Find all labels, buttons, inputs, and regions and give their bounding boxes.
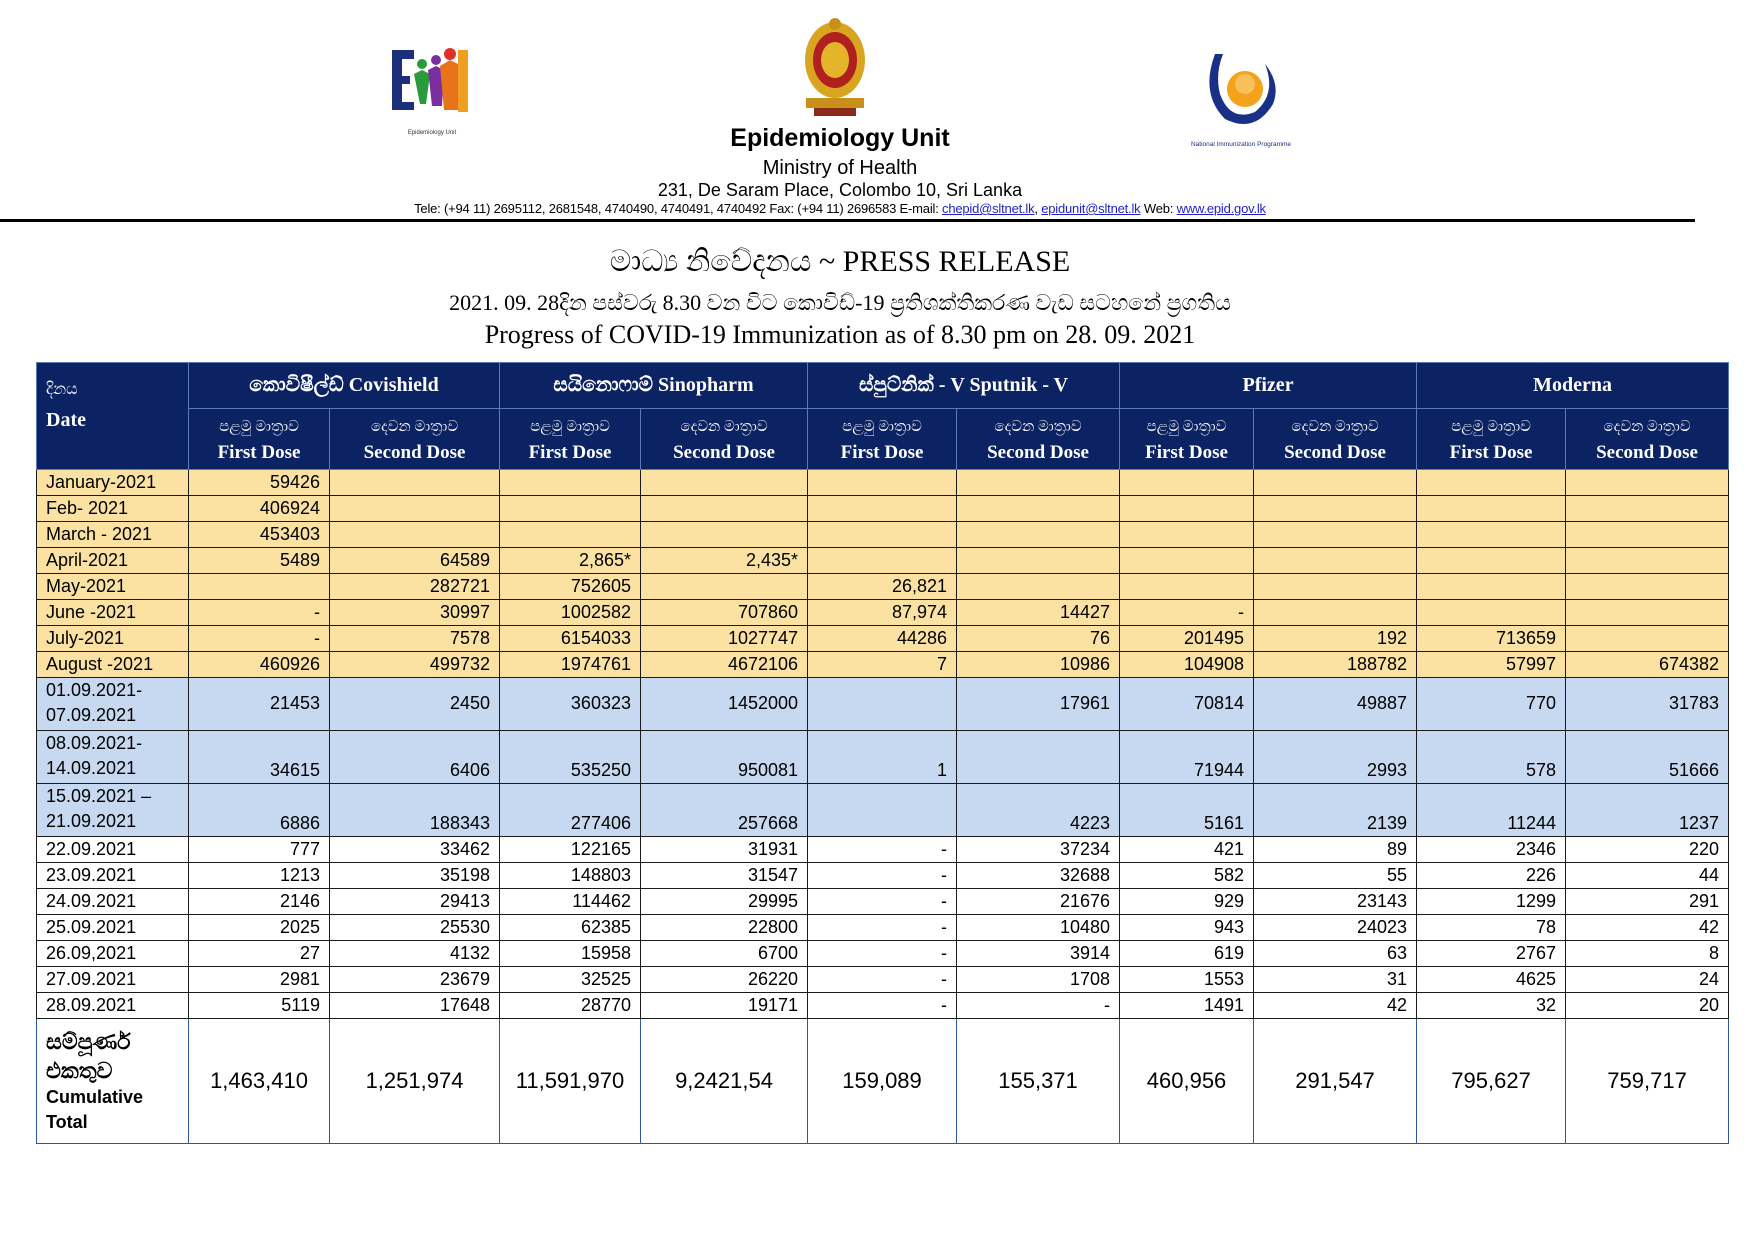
table-cell: 3914 bbox=[957, 941, 1120, 967]
table-cell: 28770 bbox=[500, 993, 641, 1019]
first-dose-label-en: First Dose bbox=[1145, 442, 1228, 463]
row-label: 27.09.2021 bbox=[37, 967, 189, 993]
table-cell: 291,547 bbox=[1254, 1019, 1417, 1144]
table-cell: 37234 bbox=[957, 837, 1120, 863]
table-cell: 24 bbox=[1566, 967, 1729, 993]
table-cell: 32688 bbox=[957, 863, 1120, 889]
table-cell: 26220 bbox=[641, 967, 808, 993]
table-row-total bbox=[37, 1019, 1729, 1144]
table-cell: 62385 bbox=[500, 915, 641, 941]
table-cell: 1002582 bbox=[500, 600, 641, 626]
table-cell: 929 bbox=[1120, 889, 1254, 915]
first-dose-header bbox=[1417, 409, 1566, 470]
table-cell: - bbox=[808, 863, 957, 889]
table-cell bbox=[500, 496, 641, 522]
vaccine-header-sputnik: ස්පුට්නික් - V Sputnik - V bbox=[808, 363, 1120, 409]
table-cell: 2025 bbox=[189, 915, 330, 941]
table-cell: 17648 bbox=[330, 993, 500, 1019]
first-dose-label-en: First Dose bbox=[217, 442, 301, 463]
table-cell bbox=[808, 678, 957, 731]
first-dose-label-si: පළමු මාත්‍රාව bbox=[219, 419, 299, 435]
table-cell: 499732 bbox=[330, 652, 500, 678]
table-cell bbox=[641, 522, 808, 548]
table-cell bbox=[500, 470, 641, 496]
row-label: January-2021 bbox=[37, 470, 189, 496]
row-label-start: 01.09.2021- bbox=[46, 680, 143, 700]
table-cell: - bbox=[808, 993, 957, 1019]
table-cell: 619 bbox=[1120, 941, 1254, 967]
table-cell: 1,463,410 bbox=[189, 1019, 330, 1144]
table-cell: 950081 bbox=[641, 731, 808, 784]
table-cell bbox=[1254, 600, 1417, 626]
table-row-day bbox=[37, 863, 1729, 889]
table-cell bbox=[330, 496, 500, 522]
table-cell: - bbox=[808, 967, 957, 993]
web-link[interactable]: www.epid.gov.lk bbox=[1176, 201, 1266, 216]
table-cell: 2,435* bbox=[641, 548, 808, 574]
table-cell: 188782 bbox=[1254, 652, 1417, 678]
table-cell: - bbox=[808, 837, 957, 863]
table-cell: 188343 bbox=[330, 784, 500, 837]
table-cell bbox=[1254, 522, 1417, 548]
table-cell: 35198 bbox=[330, 863, 500, 889]
org-name: Epidemiology Unit bbox=[730, 124, 950, 152]
first-dose-label-en: First Dose bbox=[1449, 442, 1533, 463]
table-cell bbox=[808, 470, 957, 496]
header-divider bbox=[0, 219, 1695, 222]
row-label-start: 15.09.2021 – bbox=[46, 786, 152, 806]
table-cell bbox=[1566, 496, 1729, 522]
row-label bbox=[37, 678, 189, 731]
second-dose-label-en: Second Dose bbox=[987, 442, 1089, 463]
table-cell: 30997 bbox=[330, 600, 500, 626]
table-row-day bbox=[37, 915, 1729, 941]
table-cell bbox=[1254, 496, 1417, 522]
table-row-week bbox=[37, 678, 1729, 731]
first-dose-label-si: පළමු මාත්‍රාව bbox=[1146, 419, 1227, 435]
sri-lanka-emblem-icon bbox=[800, 14, 870, 120]
table-cell: 32 bbox=[1417, 993, 1566, 1019]
table-cell: 25530 bbox=[330, 915, 500, 941]
table-cell bbox=[1417, 600, 1566, 626]
table-cell: - bbox=[189, 626, 330, 652]
table-cell bbox=[957, 548, 1120, 574]
table-cell: 582 bbox=[1120, 863, 1254, 889]
table-cell: 148803 bbox=[500, 863, 641, 889]
row-label: 28.09.2021 bbox=[37, 993, 189, 1019]
row-label: June -2021 bbox=[37, 600, 189, 626]
table-cell: 10986 bbox=[957, 652, 1120, 678]
table-cell: 29413 bbox=[330, 889, 500, 915]
table-cell: 15958 bbox=[500, 941, 641, 967]
table-cell: 34615 bbox=[189, 731, 330, 784]
table-cell: 42 bbox=[1566, 915, 1729, 941]
table-row-day bbox=[37, 941, 1729, 967]
first-dose-label-si: පළමු මාත්‍රාව bbox=[530, 419, 610, 435]
table-cell: 421 bbox=[1120, 837, 1254, 863]
table-cell: 8 bbox=[1566, 941, 1729, 967]
table-cell bbox=[1417, 496, 1566, 522]
table-cell: - bbox=[957, 993, 1120, 1019]
table-cell: 44 bbox=[1566, 863, 1729, 889]
table-cell bbox=[500, 522, 641, 548]
table-row-day bbox=[37, 993, 1729, 1019]
row-label-end: 14.09.2021 bbox=[46, 758, 137, 778]
table-cell: 2767 bbox=[1417, 941, 1566, 967]
table-cell: 24023 bbox=[1254, 915, 1417, 941]
ministry-name: Ministry of Health bbox=[762, 157, 918, 179]
table-cell: 1 bbox=[808, 731, 957, 784]
table-cell: 159,089 bbox=[808, 1019, 957, 1144]
table-cell: 31783 bbox=[1566, 678, 1729, 731]
table-cell: 220 bbox=[1566, 837, 1729, 863]
table-cell: 1027747 bbox=[641, 626, 808, 652]
table-cell: 32525 bbox=[500, 967, 641, 993]
table-cell: 201495 bbox=[1120, 626, 1254, 652]
table-cell: 31931 bbox=[641, 837, 808, 863]
vaccine-header-pfizer: Pfizer bbox=[1120, 363, 1417, 409]
table-cell: 291 bbox=[1566, 889, 1729, 915]
row-label: April-2021 bbox=[37, 548, 189, 574]
table-cell: 6886 bbox=[189, 784, 330, 837]
table-cell: 257668 bbox=[641, 784, 808, 837]
table-cell bbox=[1417, 574, 1566, 600]
table-cell: - bbox=[808, 941, 957, 967]
table-cell: 23143 bbox=[1254, 889, 1417, 915]
table-cell bbox=[1254, 548, 1417, 574]
table-body bbox=[37, 470, 1729, 1144]
first-dose-header bbox=[189, 409, 330, 470]
table-cell: 578 bbox=[1417, 731, 1566, 784]
table-cell bbox=[1566, 626, 1729, 652]
table-cell: 2,865* bbox=[500, 548, 641, 574]
logo-nip-caption: National Immunization Programme bbox=[1190, 141, 1292, 148]
table-cell: 31547 bbox=[641, 863, 808, 889]
vaccine-header-moderna: Moderna bbox=[1417, 363, 1729, 409]
first-dose-header bbox=[1120, 409, 1254, 470]
table-cell: 1237 bbox=[1566, 784, 1729, 837]
table-cell: 6700 bbox=[641, 941, 808, 967]
table-cell bbox=[1417, 522, 1566, 548]
table-cell: 777 bbox=[189, 837, 330, 863]
total-label-part: Total bbox=[46, 1112, 88, 1132]
table-cell: 1299 bbox=[1417, 889, 1566, 915]
table-cell: - bbox=[1120, 600, 1254, 626]
total-label-part: එකතුව bbox=[46, 1058, 113, 1083]
table-cell bbox=[1120, 548, 1254, 574]
table-cell: 59426 bbox=[189, 470, 330, 496]
row-label: 24.09.2021 bbox=[37, 889, 189, 915]
table-cell: 282721 bbox=[330, 574, 500, 600]
table-cell: 71944 bbox=[1120, 731, 1254, 784]
table-cell bbox=[957, 496, 1120, 522]
first-dose-header bbox=[500, 409, 641, 470]
table-cell bbox=[1566, 574, 1729, 600]
table-cell: 11244 bbox=[1417, 784, 1566, 837]
table-row-month bbox=[37, 548, 1729, 574]
table-row-month bbox=[37, 652, 1729, 678]
date-header-si: දිනය bbox=[46, 381, 78, 398]
table-cell bbox=[808, 784, 957, 837]
row-label: March - 2021 bbox=[37, 522, 189, 548]
email-link-1[interactable]: chepid@sltnet.lk bbox=[942, 201, 1035, 216]
table-cell bbox=[808, 522, 957, 548]
first-dose-label-en: First Dose bbox=[840, 442, 924, 463]
table-cell bbox=[1417, 548, 1566, 574]
first-dose-label-si: පළමු මාත්‍රාව bbox=[842, 419, 922, 435]
table-cell: 19171 bbox=[641, 993, 808, 1019]
table-cell: 4223 bbox=[957, 784, 1120, 837]
subtitle-english: Progress of COVID-19 Immunization as of 8.30 pm on 28. 09. 2021 bbox=[484, 320, 1196, 349]
table-cell: 4672106 bbox=[641, 652, 808, 678]
row-label-end: 21.09.2021 bbox=[46, 811, 137, 831]
row-label-start: 08.09.2021- bbox=[46, 733, 143, 753]
first-dose-label-en: First Dose bbox=[528, 442, 612, 463]
table-cell: 22800 bbox=[641, 915, 808, 941]
press-release-title: මාධ්‍ය නිවේදනය ~ PRESS RELEASE bbox=[609, 245, 1071, 278]
total-label-part: Cumulative bbox=[46, 1087, 144, 1107]
table-row-day bbox=[37, 837, 1729, 863]
immunization-table-container bbox=[36, 362, 1728, 1144]
row-label: 23.09.2021 bbox=[37, 863, 189, 889]
dose-header-row bbox=[37, 409, 1729, 470]
second-dose-label-si: දෙවන මාත්‍රාව bbox=[994, 419, 1082, 435]
contact-separator: , bbox=[1034, 201, 1042, 216]
table-cell bbox=[641, 496, 808, 522]
table-cell bbox=[1120, 470, 1254, 496]
total-label bbox=[37, 1019, 189, 1144]
table-cell bbox=[330, 522, 500, 548]
table-cell: 14427 bbox=[957, 600, 1120, 626]
logo-epid-caption: Epidemiology Unit bbox=[407, 130, 457, 136]
row-label-end: 07.09.2021 bbox=[46, 705, 137, 725]
table-cell: 78 bbox=[1417, 915, 1566, 941]
table-cell: 51666 bbox=[1566, 731, 1729, 784]
second-dose-label-si: දෙවන මාත්‍රාව bbox=[370, 419, 459, 435]
table-cell: 5161 bbox=[1120, 784, 1254, 837]
row-label: May-2021 bbox=[37, 574, 189, 600]
table-cell: 104908 bbox=[1120, 652, 1254, 678]
table-cell: 20 bbox=[1566, 993, 1729, 1019]
table-cell: - bbox=[808, 889, 957, 915]
table-cell: 44286 bbox=[808, 626, 957, 652]
second-dose-label-si: දෙවන මාත්‍රාව bbox=[680, 419, 768, 435]
table-cell: 1213 bbox=[189, 863, 330, 889]
table-cell: 89 bbox=[1254, 837, 1417, 863]
table-cell: 5489 bbox=[189, 548, 330, 574]
table-cell: 2346 bbox=[1417, 837, 1566, 863]
table-row-day bbox=[37, 967, 1729, 993]
contact-phone-fax: Tele: (+94 11) 2695112, 2681548, 4740490, 4740491, 4740492 Fax: (+94 11) 2696583 E-mail: bbox=[414, 201, 943, 216]
table-row-month bbox=[37, 496, 1729, 522]
table-cell bbox=[808, 496, 957, 522]
row-label: Feb- 2021 bbox=[37, 496, 189, 522]
table-cell: 155,371 bbox=[957, 1019, 1120, 1144]
contact-line bbox=[0, 201, 1680, 216]
first-dose-label-si: පළමු මාත්‍රාව bbox=[1451, 419, 1531, 435]
table-row-month bbox=[37, 522, 1729, 548]
table-row-month bbox=[37, 600, 1729, 626]
row-label bbox=[37, 731, 189, 784]
table-cell: 63 bbox=[1254, 941, 1417, 967]
table-cell bbox=[1566, 548, 1729, 574]
table-cell: 192 bbox=[1254, 626, 1417, 652]
table-cell: 27 bbox=[189, 941, 330, 967]
table-cell: 49887 bbox=[1254, 678, 1417, 731]
table-row-day bbox=[37, 889, 1729, 915]
table-cell: 114462 bbox=[500, 889, 641, 915]
table-cell: 360323 bbox=[500, 678, 641, 731]
subtitle-sinhala: 2021. 09. 28දින පස්වරු 8.30 වන විට කොවිඩ්-19 ප්‍රතිශක්තිකරණ වැඩ සටහනේ ප්‍රගතිය bbox=[449, 290, 1231, 315]
email-link-2[interactable]: epidunit@sltnet.lk bbox=[1041, 201, 1141, 216]
row-label bbox=[37, 784, 189, 837]
immunization-table bbox=[36, 362, 1729, 1144]
second-dose-header bbox=[330, 409, 500, 470]
row-label: 25.09.2021 bbox=[37, 915, 189, 941]
date-header-en: Date bbox=[46, 409, 86, 431]
table-cell: 64589 bbox=[330, 548, 500, 574]
row-label: 22.09.2021 bbox=[37, 837, 189, 863]
table-cell: 2450 bbox=[330, 678, 500, 731]
table-row-week bbox=[37, 784, 1729, 837]
table-cell: 11,591,970 bbox=[500, 1019, 641, 1144]
table-cell bbox=[330, 470, 500, 496]
table-cell: 26,821 bbox=[808, 574, 957, 600]
second-dose-label-en: Second Dose bbox=[1596, 442, 1698, 463]
row-label: August -2021 bbox=[37, 652, 189, 678]
address: 231, De Saram Place, Colombo 10, Sri Lanka bbox=[657, 180, 1023, 200]
second-dose-label-en: Second Dose bbox=[363, 442, 466, 463]
second-dose-header bbox=[1566, 409, 1729, 470]
table-cell: 7 bbox=[808, 652, 957, 678]
table-cell: 2139 bbox=[1254, 784, 1417, 837]
vaccine-header-sinopharm: සයිනොෆාම් Sinopharm bbox=[500, 363, 808, 409]
vaccine-header-covishield: කොවිෂීල්ඩ් Covishield bbox=[189, 363, 500, 409]
table-row-week bbox=[37, 731, 1729, 784]
table-cell bbox=[957, 470, 1120, 496]
table-cell bbox=[1417, 470, 1566, 496]
table-cell bbox=[1120, 574, 1254, 600]
table-cell bbox=[1254, 574, 1417, 600]
table-cell: 31 bbox=[1254, 967, 1417, 993]
table-cell: 226 bbox=[1417, 863, 1566, 889]
table-cell: 1,251,974 bbox=[330, 1019, 500, 1144]
table-cell bbox=[1254, 470, 1417, 496]
table-cell: 1974761 bbox=[500, 652, 641, 678]
table-cell: 713659 bbox=[1417, 626, 1566, 652]
table-cell: 943 bbox=[1120, 915, 1254, 941]
table-cell bbox=[957, 522, 1120, 548]
table-cell bbox=[808, 548, 957, 574]
table-cell: 460926 bbox=[189, 652, 330, 678]
table-cell bbox=[957, 731, 1120, 784]
table-cell: - bbox=[189, 600, 330, 626]
table-cell: 406924 bbox=[189, 496, 330, 522]
table-cell: 10480 bbox=[957, 915, 1120, 941]
table-cell bbox=[189, 574, 330, 600]
table-row-month bbox=[37, 470, 1729, 496]
total-label-part: සම්පූර්ණ bbox=[46, 1029, 131, 1054]
table-cell: 6406 bbox=[330, 731, 500, 784]
table-cell: 759,717 bbox=[1566, 1019, 1729, 1144]
table-cell: 21676 bbox=[957, 889, 1120, 915]
second-dose-header bbox=[641, 409, 808, 470]
table-cell: 4132 bbox=[330, 941, 500, 967]
table-row-month bbox=[37, 574, 1729, 600]
table-cell: 1553 bbox=[1120, 967, 1254, 993]
table-cell: 87,974 bbox=[808, 600, 957, 626]
second-dose-label-en: Second Dose bbox=[673, 442, 775, 463]
table-cell: 535250 bbox=[500, 731, 641, 784]
table-cell: 1452000 bbox=[641, 678, 808, 731]
table-cell: 795,627 bbox=[1417, 1019, 1566, 1144]
table-cell: 7578 bbox=[330, 626, 500, 652]
table-cell: 55 bbox=[1254, 863, 1417, 889]
table-cell: 770 bbox=[1417, 678, 1566, 731]
table-cell bbox=[641, 574, 808, 600]
table-cell: 2981 bbox=[189, 967, 330, 993]
row-label: July-2021 bbox=[37, 626, 189, 652]
table-cell: 21453 bbox=[189, 678, 330, 731]
web-label: Web: bbox=[1140, 201, 1177, 216]
table-cell: 1708 bbox=[957, 967, 1120, 993]
table-cell: 2146 bbox=[189, 889, 330, 915]
row-label: 26.09,2021 bbox=[37, 941, 189, 967]
table-cell bbox=[1120, 522, 1254, 548]
table-cell: 1491 bbox=[1120, 993, 1254, 1019]
table-cell: 122165 bbox=[500, 837, 641, 863]
second-dose-header bbox=[957, 409, 1120, 470]
table-cell: 57997 bbox=[1417, 652, 1566, 678]
table-cell: 277406 bbox=[500, 784, 641, 837]
second-dose-label-en: Second Dose bbox=[1284, 442, 1386, 463]
table-cell bbox=[1566, 522, 1729, 548]
table-cell bbox=[957, 574, 1120, 600]
table-cell: 17961 bbox=[957, 678, 1120, 731]
table-cell: 9,2421,54 bbox=[641, 1019, 808, 1144]
table-cell bbox=[1566, 600, 1729, 626]
table-cell: 70814 bbox=[1120, 678, 1254, 731]
table-cell: - bbox=[808, 915, 957, 941]
table-cell bbox=[1566, 470, 1729, 496]
table-cell: 29995 bbox=[641, 889, 808, 915]
second-dose-label-si: දෙවන මාත්‍රාව bbox=[1603, 419, 1691, 435]
table-cell: 6154033 bbox=[500, 626, 641, 652]
table-cell: 5119 bbox=[189, 993, 330, 1019]
table-cell bbox=[1120, 496, 1254, 522]
date-column-header bbox=[37, 363, 189, 470]
table-cell bbox=[641, 470, 808, 496]
table-cell: 4625 bbox=[1417, 967, 1566, 993]
table-cell: 460,956 bbox=[1120, 1019, 1254, 1144]
second-dose-label-si: දෙවන මාත්‍රාව bbox=[1291, 419, 1379, 435]
table-cell: 42 bbox=[1254, 993, 1417, 1019]
table-cell: 23679 bbox=[330, 967, 500, 993]
first-dose-header bbox=[808, 409, 957, 470]
table-cell: 76 bbox=[957, 626, 1120, 652]
second-dose-header bbox=[1254, 409, 1417, 470]
table-cell: 674382 bbox=[1566, 652, 1729, 678]
table-cell: 752605 bbox=[500, 574, 641, 600]
table-cell: 707860 bbox=[641, 600, 808, 626]
table-cell: 33462 bbox=[330, 837, 500, 863]
table-cell: 453403 bbox=[189, 522, 330, 548]
table-cell: 2993 bbox=[1254, 731, 1417, 784]
table-row-month bbox=[37, 626, 1729, 652]
